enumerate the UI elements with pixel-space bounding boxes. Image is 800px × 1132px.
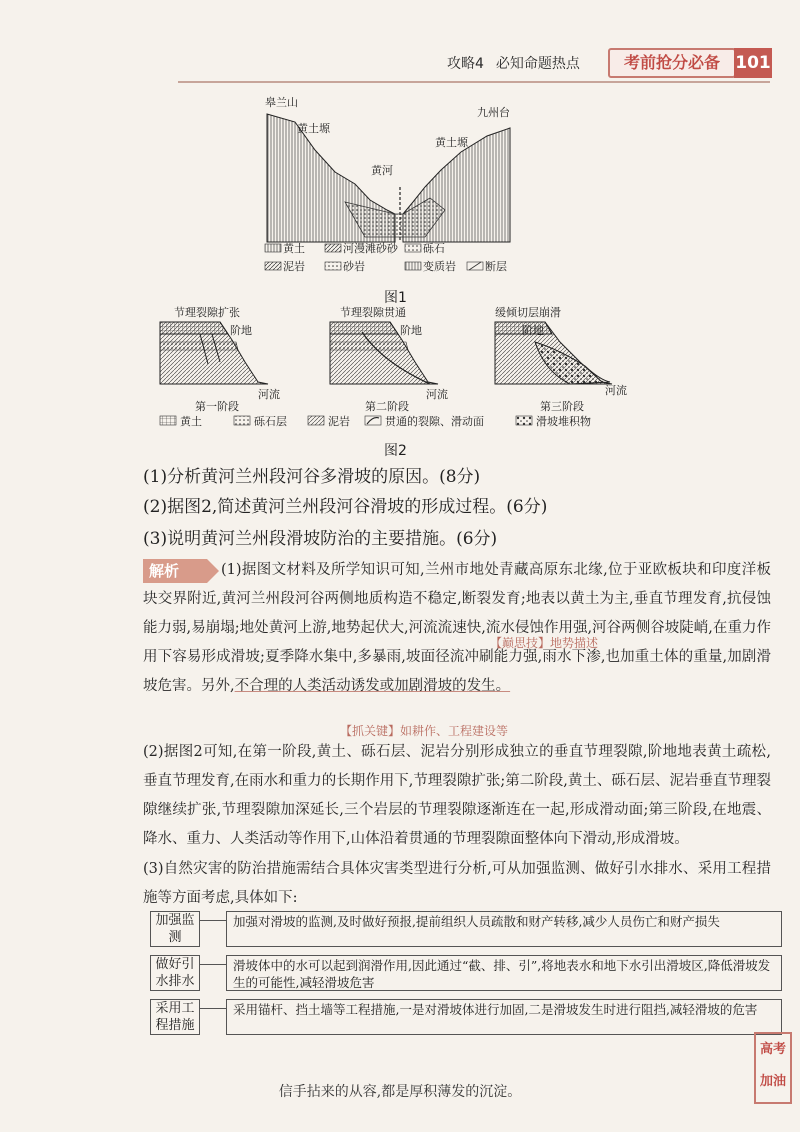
analysis-tag: 解析: [143, 559, 207, 583]
measure-label-1: 加强监测: [150, 911, 200, 947]
fig1-legend-6: 断层: [485, 260, 507, 273]
side-tab: 高考加油: [754, 1032, 792, 1104]
question-1: (1)分析黄河兰州段河谷多滑坡的原因。(8分): [143, 467, 481, 487]
fig2-legend-3: 贯通的裂隙、滑动面: [385, 415, 484, 428]
fig2-panel-3: [495, 305, 627, 413]
analysis-part-1: [143, 556, 771, 701]
fig2-panel-2: [330, 305, 448, 413]
fig2-legend-0: 黄土: [180, 415, 202, 428]
fig2-legend-4: 滑坡堆积物: [536, 415, 591, 428]
analysis-part-3: (3)自然灾害的防治措施需结合具体灾害类型进行分析,可从加强监测、做好引水排水、采用工程措施等方面考虑,具体如下:: [143, 861, 771, 906]
fig2-panel-2-river: 河流: [426, 388, 448, 401]
note-terrain: 【巅思技】地势描述: [490, 636, 599, 650]
measure-label-3: 采用工程措施: [150, 999, 200, 1035]
fig2-panel-3-river: 河流: [605, 384, 627, 397]
chapter-title: [447, 53, 580, 73]
fig2-panel-1-title: 节理裂隙扩张: [174, 306, 240, 319]
measure-text-1: 加强对滑坡的监测,及时做好预报,提前组织人员疏散和财产转移,减少人员伤亡和财产损失: [226, 911, 782, 947]
fig1-legend-3: 泥岩: [283, 260, 305, 273]
page-number: 101: [734, 48, 772, 78]
figure-1-caption: 图1: [384, 290, 407, 306]
measure-text-3: 采用锚杆、挡土墙等工程措施,一是对滑坡体进行加固,二是滑坡发生时进行阻挡,减轻滑坡的危害: [226, 999, 782, 1035]
figure-2-caption: 图2: [384, 443, 407, 459]
fig2-panel-3-title: 缓倾切层崩滑: [495, 306, 561, 319]
fig1-legend-0: 黄土: [283, 242, 305, 255]
fig2-panel-2-title: 节理裂隙贯通: [340, 306, 406, 319]
analysis-part-1-text: (1)据图文材料及所学知识可知,兰州市地处青藏高原东北缘,位于亚欧板块和印度洋板块交界附近,黄河兰州段河谷两侧地质构造不稳定,断裂发育;地表以黄土为主,垂直节理发育,抗侵蚀能力弱,易崩塌;地处黄河上游,地势起伏大,河流流速快,流水侵蚀作用强,河谷两侧谷坡陡峭,在重力作用下容易形成滑坡;夏季降水集中,多暴雨,坡面径流冲刷能力强,雨水下渗,也加重土体的重量,加剧滑坡危害。另外,: [143, 562, 771, 694]
chapter-label: 攻略4: [447, 56, 484, 72]
fig2-panel-1-terrace: 阶地: [230, 324, 252, 337]
note-keypoint: 【抓关键】如耕作、工程建设等: [340, 724, 509, 738]
fig1-label-river: 黄河: [371, 164, 393, 177]
fig2-legend-2: 泥岩: [328, 415, 350, 428]
measure-label-2: 做好引水排水: [150, 955, 200, 991]
fig2-panel-1-river: 河流: [258, 388, 280, 401]
header-badge: 考前抢分必备: [608, 48, 736, 78]
fig1-label-left-loess: 黄土塬: [297, 122, 330, 135]
fig2-panel-3-stage: 第三阶段: [540, 400, 584, 413]
analysis-part-2: (2)据图2可知,在第一阶段,黄土、砾石层、泥岩分别形成独立的垂直节理裂隙,阶地地表黄土疏松,垂直节理发育,在雨水和重力的长期作用下,节理裂隙扩张;第二阶段,黄土、砾石层、泥岩垂直节理裂隙继续扩张,节理裂隙加深延长,三个岩层的节理裂隙逐渐连在一起,形成滑动面;第三阶段,在地震、降水、重力、人类活动等作用下,山体沿着贯通的节理裂隙面整体向下滑动,形成滑坡。: [143, 744, 771, 847]
fig1-label-left-mountain: 皋兰山: [265, 96, 298, 109]
fig2-panel-1: [160, 305, 280, 413]
fig1-legend-5: 变质岩: [423, 260, 456, 273]
fig2-panel-1-stage: 第一阶段: [195, 400, 239, 413]
fig2-panel-2-terrace: 阶地: [400, 324, 422, 337]
header-rule: [178, 81, 770, 83]
fig1-label-right-loess: 黄土塬: [435, 136, 468, 149]
fig1-legend-1: 河漫滩砂砂: [343, 242, 398, 255]
fig1-legend-2: 砾石: [423, 242, 445, 255]
fig1-label-right-mountain: 九州台: [477, 106, 510, 119]
figure-1-diagram: [255, 92, 520, 280]
figure-2-diagram: [150, 302, 640, 432]
fig2-panel-3-terrace: 阶地: [522, 324, 544, 337]
fig2-panel-2-stage: 第二阶段: [365, 400, 409, 413]
fig2-legend-1: 砾石层: [254, 415, 287, 428]
measure-text-2: 滑坡体中的水可以起到润滑作用,因此通过“截、排、引”,将地表水和地下水引出滑坡区,降低滑坡发生的可能性,减轻滑坡危害: [226, 955, 782, 991]
question-3: (3)说明黄河兰州段滑坡防治的主要措施。(6分): [143, 529, 498, 549]
footer-quote: 信手拈来的从容,都是厚积薄发的沉淀。: [278, 1084, 522, 1100]
fig1-legend-4: 砂岩: [343, 260, 365, 273]
analysis-part-1-human: 不合理的人类活动诱发或加剧滑坡的发生。: [234, 678, 511, 694]
question-2: (2)据图2,简述黄河兰州段河谷滑坡的形成过程。(6分): [143, 497, 548, 517]
topic-label: 必知命题热点: [495, 56, 580, 72]
